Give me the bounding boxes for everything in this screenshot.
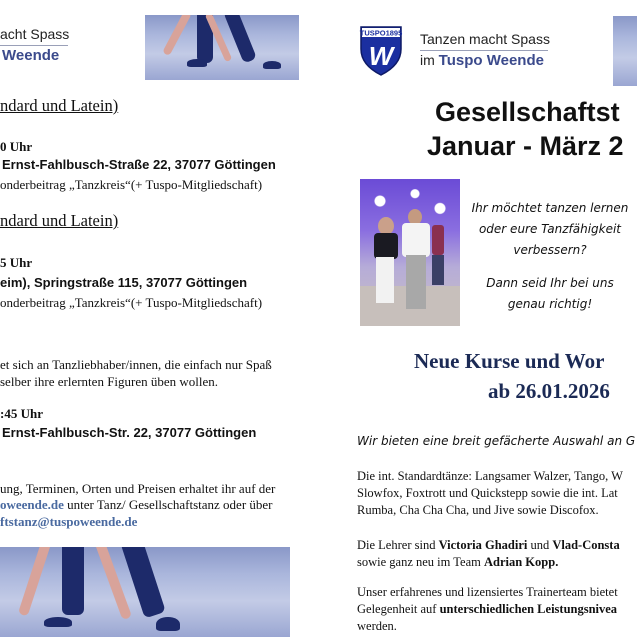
svg-text:TUSPO1895: TUSPO1895 xyxy=(359,28,403,38)
trainers-line2-prefix: Gelegenheit auf xyxy=(357,602,440,616)
teacher-name-1: Victoria Ghadiri xyxy=(438,538,528,552)
dance-floor-photo-bottom xyxy=(0,547,290,637)
teachers-paragraph xyxy=(357,537,620,571)
teachers-line1 xyxy=(357,537,620,554)
promo-line3: verbessern? xyxy=(513,243,587,257)
course1-heading: ndard und Latein) xyxy=(0,96,119,115)
course1-fee: onderbeitrag „Tanzkreis“(+ Tuspo-Mitgliedschaft) xyxy=(0,177,263,192)
news-heading-line2: ab 26.01.2026 xyxy=(488,379,610,403)
trainers-line2 xyxy=(357,601,618,618)
teacher-name-3: Adrian Kopp. xyxy=(483,555,559,569)
right-tagline-line2 xyxy=(420,52,544,70)
dance-floor-photo-top xyxy=(145,15,299,80)
dances-line1: Die int. Standardtänze: Langsamer Walzer, Tango, W xyxy=(357,469,623,483)
course2-time: 5 Uhr xyxy=(0,255,33,270)
left-page xyxy=(0,0,300,637)
practice-location: Ernst-Fahlbusch-Str. 22, 37077 Göttingen xyxy=(2,425,257,440)
course2-location: eim), Springstraße 115, 37077 Göttingen xyxy=(0,275,248,290)
teachers-line2-prefix: sowie ganz neu im Team xyxy=(357,555,484,569)
trainers-paragraph xyxy=(357,584,618,635)
dances-line2: Slowfox, Foxtrott und Quickstepp sowie die int. Lat xyxy=(357,486,618,500)
website-link[interactable]: oweende.de xyxy=(0,497,64,512)
practice-description-line2: selber ihre erlernten Figuren üben wollen. xyxy=(0,374,219,389)
teacher-name-2: Vlad-Consta xyxy=(552,538,620,552)
info-line2 xyxy=(0,497,273,513)
offer-line: Wir bieten eine breit gefächerte Auswahl an G xyxy=(357,434,636,448)
dances-paragraph xyxy=(357,468,623,519)
info-line2-rest: unter Tanz/ Gesellschaftstanz oder über xyxy=(63,497,273,512)
tuspo-club-badge xyxy=(359,25,403,77)
right-tagline-divider xyxy=(420,50,548,51)
news-heading-line1: Neue Kurse und Wor xyxy=(414,349,605,373)
teachers-line2 xyxy=(357,554,620,571)
dances-line3: Rumba, Cha Cha Cha, und Jive sowie Discofox. xyxy=(357,503,599,517)
teachers-mid: und xyxy=(527,538,553,552)
course1-time: 0 Uhr xyxy=(0,139,33,154)
tagline-prefix: im xyxy=(420,52,439,68)
trainers-line3: werden. xyxy=(357,619,397,633)
practice-description-line1: et sich an Tanzliebhaber/innen, die einfach nur Spaß xyxy=(0,357,272,372)
course2-heading: ndard und Latein) xyxy=(0,211,119,230)
dancing-couple-photo xyxy=(360,179,460,326)
info-line1: ung, Terminen, Orten und Preisen erhaltet ihr auf der xyxy=(0,481,276,496)
page-title-line1: Gesellschaftst xyxy=(435,97,620,127)
promo-line2: oder eure Tanzfähigkeit xyxy=(478,222,622,236)
promo-line4: Dann seid Ihr bei uns xyxy=(486,276,614,290)
dance-floor-photo-right xyxy=(613,16,637,86)
teachers-prefix: Die Lehrer sind xyxy=(357,538,439,552)
left-tagline-divider xyxy=(0,45,68,46)
trainers-line1: Unser erfahrenes und lizensiertes Trainerteam bietet xyxy=(357,585,618,599)
email-link[interactable]: ftstanz@tuspoweende.de xyxy=(0,514,138,529)
page-title-line2: Januar - März 2 xyxy=(427,131,624,161)
promo-line5: genau richtig! xyxy=(507,297,593,311)
tuspo-shield-icon xyxy=(359,25,403,77)
tagline-club: Tuspo Weende xyxy=(438,52,544,69)
course1-location: Ernst-Fahlbusch-Straße 22, 37077 Göttingen xyxy=(2,157,276,172)
left-tagline-line1: acht Spass xyxy=(0,26,70,42)
promo-text xyxy=(470,198,630,315)
right-tagline-line1: Tanzen macht Spass xyxy=(420,31,550,47)
svg-text:W: W xyxy=(368,41,394,71)
promo-line1: Ihr möchtet tanzen lernen xyxy=(471,201,629,215)
right-page xyxy=(340,0,637,637)
trainers-line2-bold: unterschiedlichen Leistungsnivea xyxy=(439,602,618,616)
practice-time: :45 Uhr xyxy=(0,406,43,421)
course2-fee: onderbeitrag „Tanzkreis“(+ Tuspo-Mitgliedschaft) xyxy=(0,295,263,310)
left-tagline-line2: Weende xyxy=(2,47,60,64)
